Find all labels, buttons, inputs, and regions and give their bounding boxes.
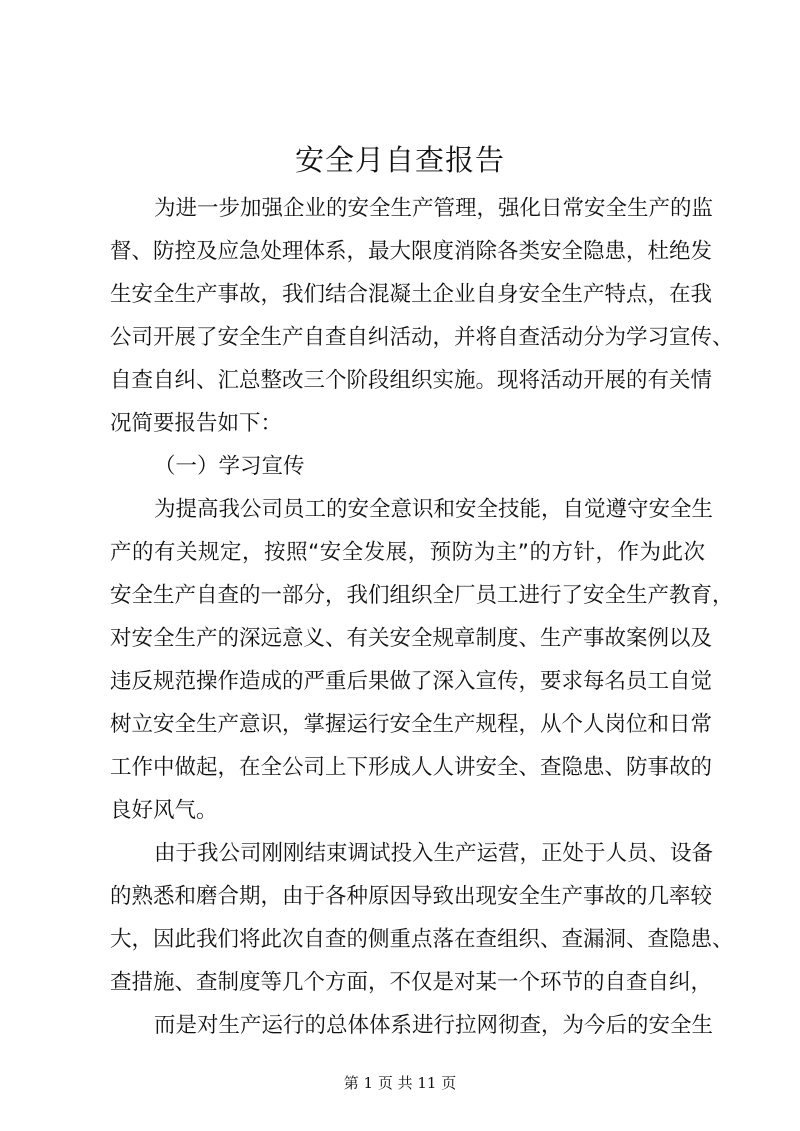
body-line: 良好风气。 — [110, 798, 218, 823]
section-heading: （一）学习宣传 — [154, 454, 305, 479]
body-line: 自查自纠、汇总整改三个阶段组织实施。现将活动开展的有关情 — [110, 368, 713, 393]
body-line: 的熟悉和磨合期，由于各种原因导致出现安全生产事故的几率较 — [110, 884, 713, 909]
page-title: 安全月自查报告 — [294, 143, 505, 177]
body-line: 而是对生产运行的总体体系进行拉网彻查，为今后的安全生 — [154, 1013, 714, 1038]
body-line: 安全生产自查的一部分，我们组织全厂员工进行了安全生产教育， — [110, 583, 734, 608]
body-line: 为进一步加强企业的安全生产管理，强化日常安全生产的监 — [154, 196, 714, 221]
body-line: 况简要报告如下： — [110, 411, 283, 436]
body-line: 树立安全生产意识，掌握运行安全生产规程，从个人岗位和日常 — [110, 712, 713, 737]
body-line: 违反规范操作造成的严重后果做了深入宣传，要求每名员工自觉 — [110, 669, 713, 694]
body-line: 工作中做起，在全公司上下形成人人讲安全、查隐患、防事故的 — [110, 755, 713, 780]
body-line: 大，因此我们将此次自查的侧重点落在查组织、查漏洞、查隐患、 — [110, 927, 734, 952]
body-line: 由于我公司刚刚结束调试投入生产运营，正处于人员、设备 — [154, 841, 714, 866]
body-line: 为提高我公司员工的安全意识和安全技能，自觉遵守安全生 — [154, 497, 714, 522]
body-line: 产的有关规定，按照“安全发展，预防为主”的方针，作为此次 — [110, 540, 705, 565]
body-line: 督、防控及应急处理体系，最大限度消除各类安全隐患，杜绝发 — [110, 239, 713, 264]
body-line: 公司开展了安全生产自查自纠活动，并将自查活动分为学习宣传、 — [110, 325, 734, 350]
body-line: 生安全生产事故，我们结合混凝土企业自身安全生产特点，在我 — [110, 282, 713, 307]
body-line: 查措施、查制度等几个方面，不仅是对某一个环节的自查自纠， — [110, 970, 713, 995]
body-line: 对安全生产的深远意义、有关安全规章制度、生产事故案例以及 — [110, 626, 713, 651]
page-footer: 第 1 页 共 11 页 — [343, 1074, 457, 1092]
